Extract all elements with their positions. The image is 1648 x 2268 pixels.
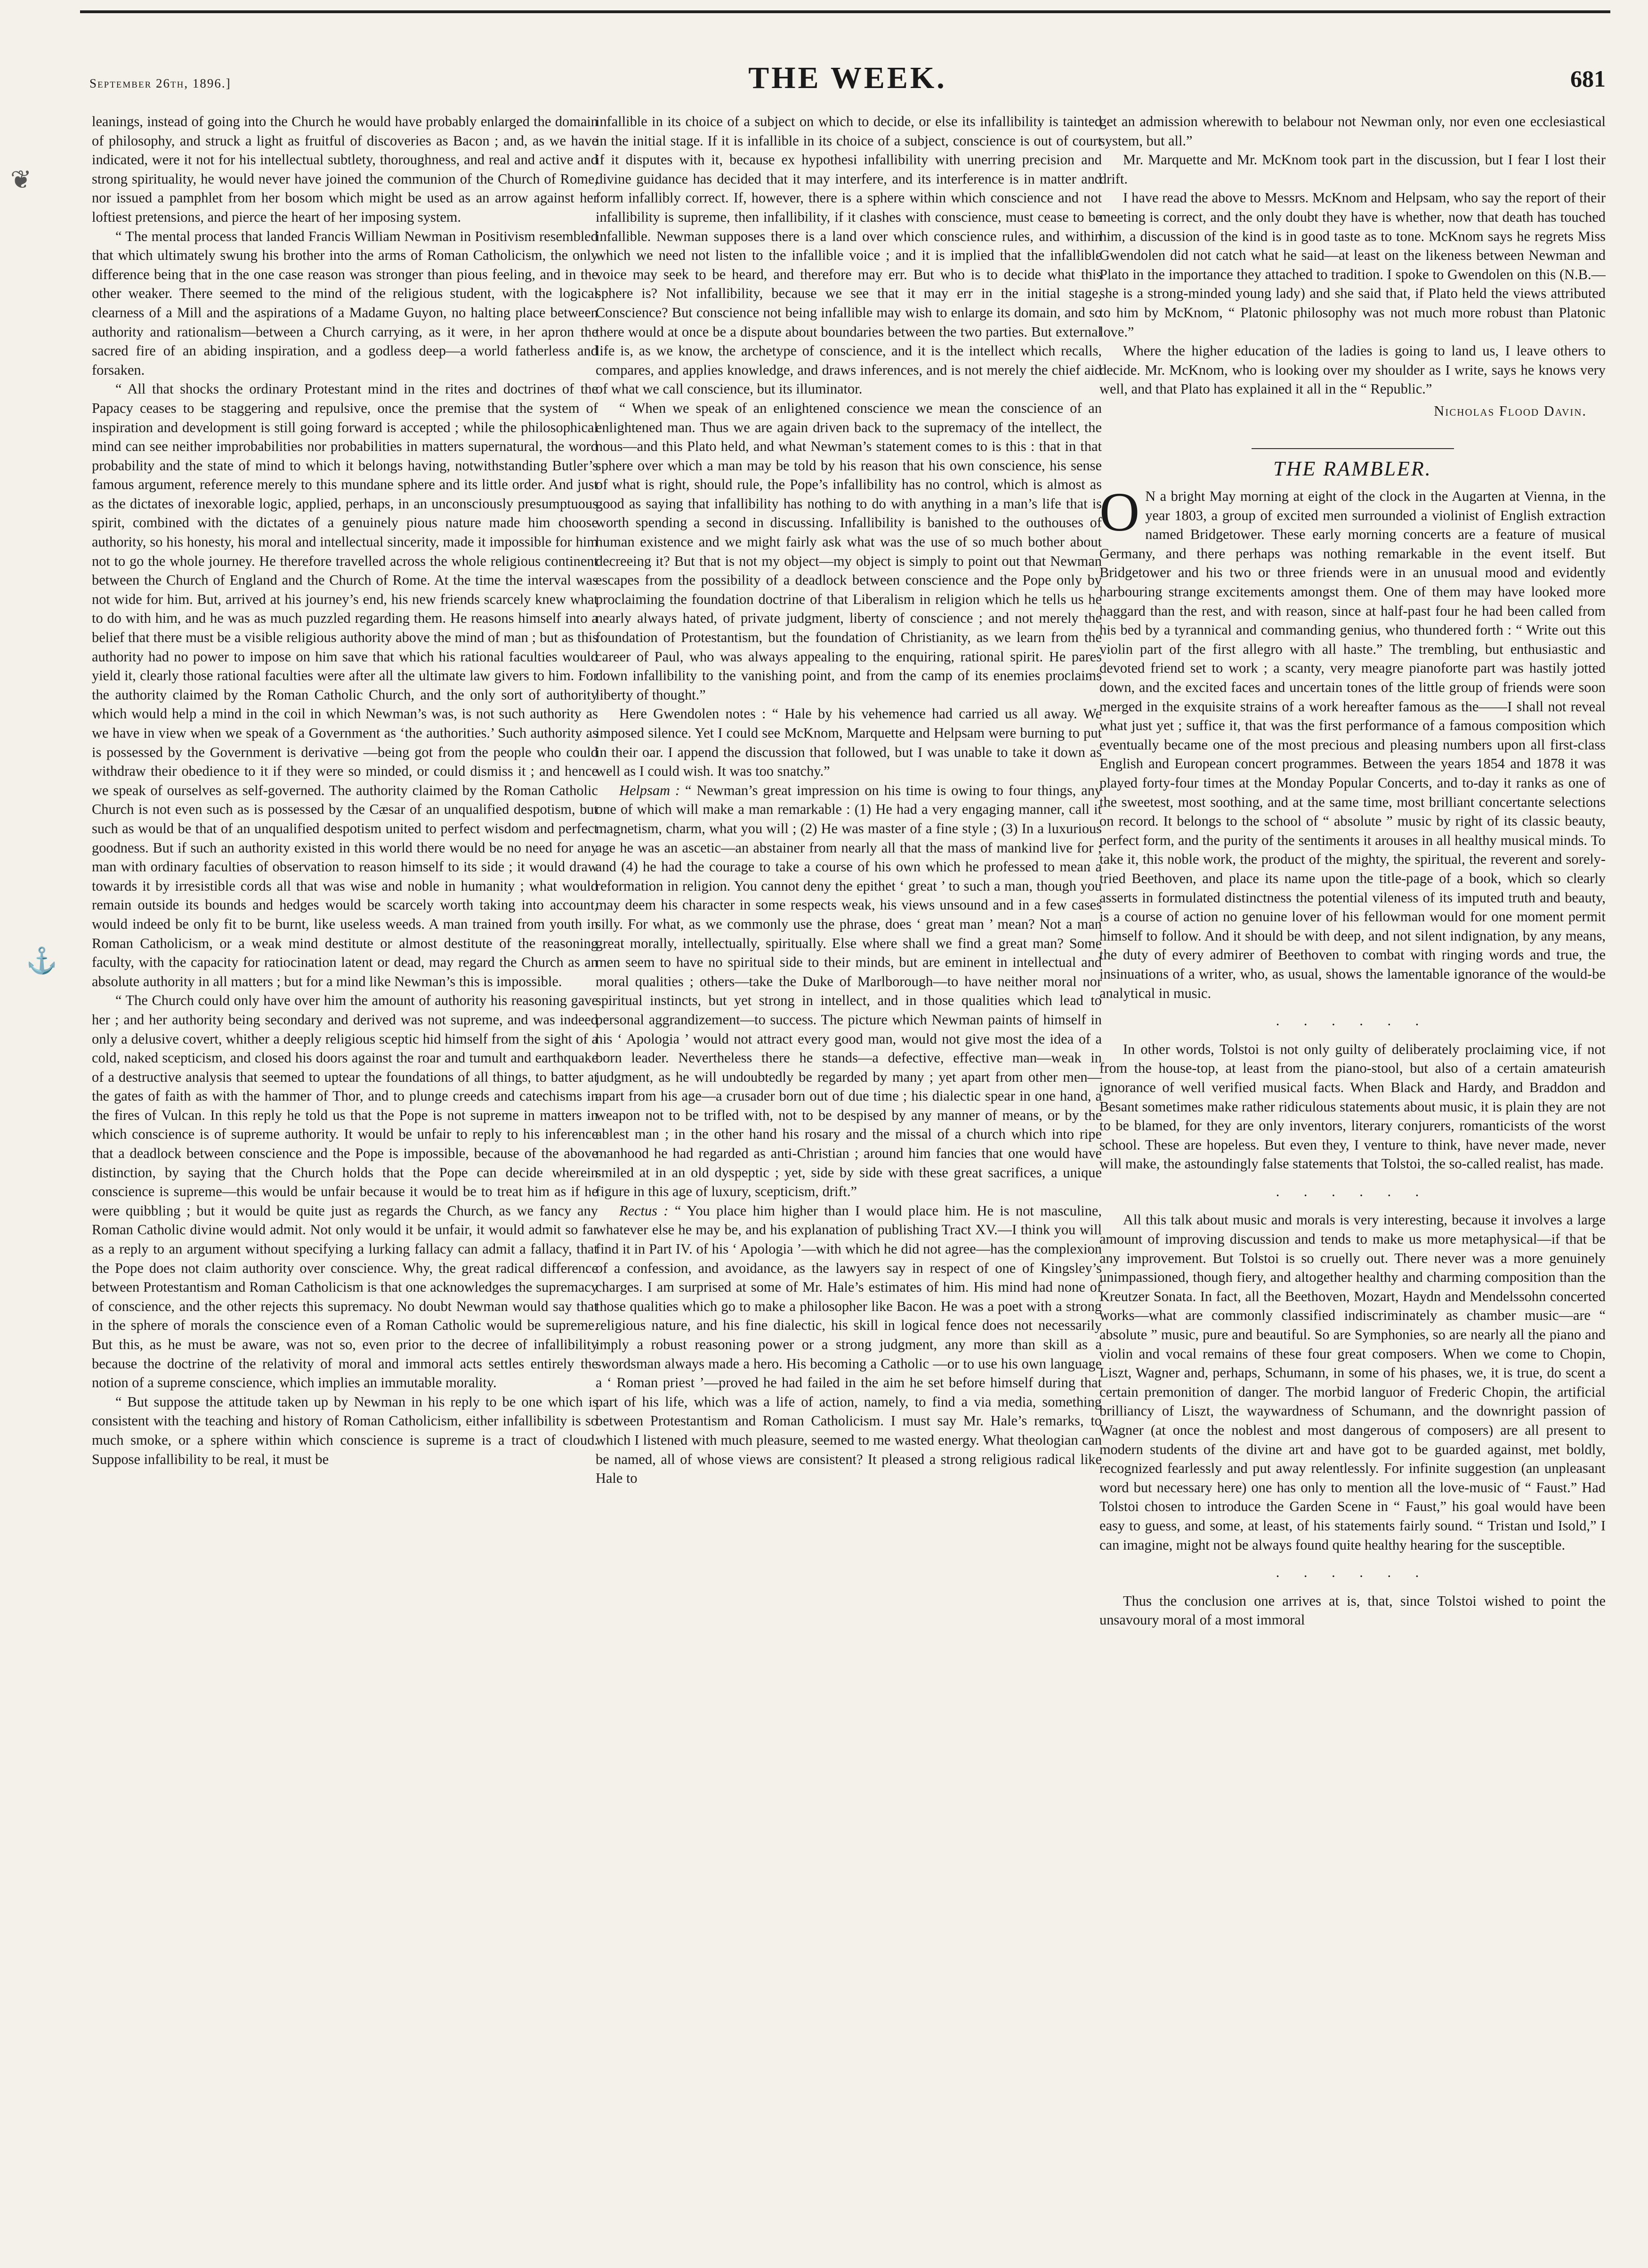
page-header	[89, 52, 1606, 104]
paragraph: All this talk about music and morals is very interesting, because it involves a large amount of improving discussion and tends to make us more metaphysical—if that be any improvement. But Tolstoi is so cruelly out. There never was a more genuinely unimpassioned, though fiery, and altogether healthy and charming composition than the Kreutzer Sonata. In fact, all the Beethoven, Mozart, Haydn and Mendelssohn concerted works—what are commonly classified indiscriminately as chamber music—are “ absolute ” music, pure and beautiful. So are Symphonies, so are nearly all the piano and violin and vocal remains of these four great composers. When we come to Chopin, Liszt, Wagner and, perhaps, Schumann, in some of his phases, we, it is true, do scent a certain premonition of danger. The morbid languor of Frederic Chopin, the artificial brilliancy of Liszt, the waywardness of Schumann, and the downright passion of Wagner (at once the noblest and most dangerous of composers) are all present to modern students of the divine art and have got to be guarded against, met boldly, recognized fearlessly and put away relentlessly. For infinite suggestion (an unpleasant word but necessary here) one has only to mention all the love-music of “ Faust.” Had Tolstoi chosen to introduce the Garden Scene in “ Faust,” his goal would have been easy to guess, and some, at least, of his statements fairly sound. “ Tristan und Isold,” I can imagine, might not be always found quite healthy hearing for the susceptible.	[1099, 1212, 1606, 1553]
paragraph: “ The Church could only have over him the amount of authority his reasoning gave her ; and her authority being secondary and derived was not supreme, and was indeed only a delusive covert, whither a deeply religious sceptic hid himself from the sight of a cold, naked scepticism, and closed his doors against the roar and tumult and earthquake of a destructive analysis that seemed to uptear the foundations of all things, to batter at the gates of faith as with the hammer of Thor, and to plunge creeds and catechisms in the fires of Vulcan. In this reply he told us that the Pope is not supreme in matters in which conscience is of supreme authority. It would be unfair to reply to his inference that a deadlock between conscience and the Pope is impossible, because of the above distinction, by saying that the Church holds that the Pope can decide wherein conscience is supreme—this would be unfair because it would be to treat him as if he were quibbling ; but it would be quite just as regards the Church, as we fancy any Roman Catholic divine would admit. Not only would it be unfair, it would admit so far as a reply to an argument without specifying a lurking fallacy can admit a fallacy, that the Pope does not claim authority over conscience. Why, the great radical difference between Protestantism and Roman Catholicism is that one acknowledges the supremacy of conscience, and the other rejects this supremacy. No doubt Newman would say that in the sphere of morals the conscience even of a Roman Catholic would be supreme. But this, as he must be aware, was not so, even prior to the decree of infallibility because the doctrine of the relativity of moral and immoral acts settles entirely the notion of a supreme conscience, which implies an immutable morality.	[92, 992, 598, 1391]
section-break: . . . . . .	[1276, 1013, 1430, 1029]
paragraph: “ All that shocks the ordinary Protestant mind in the rites and doctrines of the Papacy ceases to be staggering and repulsive, once the premise that the system of inspiration and development is still going forward is accepted ; while the philosophical mind can see neither improbabilities nor probabilities in matters supernatural, the word probability and the state of mind to which it belongs having, notwithstanding Butler’s famous argument, reference merely to this mundane sphere and its little order. And just as the dictates of inexorable logic, applied, perhaps, in an unconsciously presumptuous spirit, combined with the dictates of a genuinely pious nature made him choose authority, so his honesty, his moral and intellectual sincerity, made it impossible for him not to go the whole journey. He therefore travelled across the whole religious continent between the Church of England and the Church of Rome. At the time the interval was not wide for him. But, arrived at his journey’s end, his new friends scarcely knew what to do with him, and he was as much puzzled regarding them. He reasons himself into a belief that there must be a visible religious authority above the mind of man ; but as this authority had no power to impose on him save that which his rational faculties would yield it, clearly those rational faculties were after all the ultimate law givers to him. For the authority claimed by the Roman Catholic Church, and the only sort of authority which would help a mind in the coil in which Newman’s was, is not such authority as we have in view when we speak of a Government as ‘the authorities.’ Such authority as is possessed by the Government is derivative —being got from the people who could withdraw their obedience to it if they were so minded, or could dismiss it ; and hence we speak of ourselves as self-governed. The authority claimed by the Roman Catholic Church is not even such as is possessed by the Cæsar of an unqualified despotism, but such as would be that of an unqualified despotism united to perfect wisdom and perfect goodness. But if such an authority existed in this world there would be no need for any man with ordinary faculties of observation to reason himself to its side ; it would draw towards it by irresistible cords all that was wise and noble in humanity ; what would remain outside its bounds and hedges would be scarcely worth taking into account, would indeed be only fit to be burnt, like useless weeds. A man trained from youth in Roman Catholicism, or a weak mind destitute or almost destitute of the reasoning faculty, with the capacity for ratiocination latent or dead, may regard the Church as an absolute authority in all matters ; but for a mind like Newman’s this is impossible.	[92, 381, 598, 989]
paragraph	[1099, 481, 1606, 1003]
speaker-name: Helpsam :	[619, 782, 680, 798]
paragraph	[596, 1201, 1102, 1488]
paragraph: “ When we speak of an enlightened conscience we mean the conscience of an enlightened man. Thus we are again driven back to the supremacy of the intellect, the nous—and this Plato held, and what Newman’s statement comes to is this : that in that sphere over which a man may be told by his reason that his own conscience, his sense of what is right, should rule, the Pope’s infallibility has no control, which is almost as good as saying that infallibility has nothing to do with anything in a man’s life that is worth spending a second in discussing. Infallibility is banished to the outhouses of human existence and we might fairly ask what was the use of so much bother about decreeing it? But that is not my object—my object is simply to point out that Newman escapes from the possibility of a deadlock between conscience and the Pope only by proclaiming the foundation doctrine of that Liberalism in religion which he tells us he nearly always hated, of private judgment, liberty of conscience ; and not merely the foundation of Protestantism, but the foundation of Christianity, as we learn from the career of Paul, who was always appealing to the enquiring, rational spirit. He pares down infallibility to the vanishing point, and from the camp of its enemies proclaims liberty of thought.”	[596, 400, 1102, 703]
paragraph: “ The mental process that landed Francis William Newman in Positivism resembled that which ultimately swung his brother into the arms of Roman Catholicism, the only difference being that in the one case reason was stronger than pious feeling, and in the other weaker. There seemed to the mind of the religious student, with the logical clearness of a Mill and the aspirations of a Madame Guyon, no halting place between authority and rationalism—between a Church carrying, as it were, in her apron the sacred fire of an abiding inspiration, and a godless deep—a world fatherless and forsaken.	[92, 228, 598, 378]
column-2	[596, 112, 1102, 2240]
paragraph: Where the higher education of the ladies is going to land us, I leave others to decide. Mr. McKnom, who is looking over my shoulder as I write, says he knows very well, and that Plato has explained it all in the “ Republic.”	[1099, 343, 1606, 397]
paragraph: “ But suppose the attitude taken up by Newman in his reply to be one which is consistent with the teaching and history of Roman Catholicism, either infallibility is so much smoke, or a sphere within which conscience is supreme is a tract of cloud. Suppose infallibility to be real, it must be	[92, 1393, 598, 1467]
author-signature: Nicholas Flood Davin.	[1434, 402, 1587, 419]
drop-cap: O	[1099, 481, 1140, 543]
paragraph: leanings, instead of going into the Church he would have probably enlarged the domain of philosophy, and struck a light as fruitful of discoveries as Bacon ; and, as we have indicated, were it not for his intellectual subtlety, thoroughness, and real and active and strong spirituality, he would never have joined the communion of the Church of Rome, nor issued a pamphlet from her bosom which might be used as an arrow against her loftiest pretensions, and pierce the heart of her imposing system.	[92, 113, 598, 225]
margin-mark: ⚓	[26, 947, 58, 975]
speech-text: “ You place him higher than I would place him. He is not masculine, whatever else he may be, and his explanation of publishing Tract XV.—I think you will find it in Part IV. of his ‘ Apologia ’—with which he did not agree—has the complexion of a confession, and avoidance, as the lawyers say in respect of one of Kingsley’s charges. I am surprised at some of Mr. Hale’s estimates of him. His mind had none of those qualities which go to make a philosopher like Bacon. He was a poet with a strong religious nature, and his fine dialectic, his skill in logical fence does not necessarily imply a robust reasoning power or a strong judgment, any more than skill as a swordsman always made a hero. His becoming a Catholic —or to use his own language a ‘ Roman priest ’—proved he had failed in the aim he set before himself during that part of his life, which was a life of action, namely, to find a via media, something between Protestantism and Roman Catholicism. I must say Mr. Hale’s remarks, to which I listened with much pleasure, seemed to me wasted energy. What theologian can be named, all of whose views are consistent? It pleased a strong religious radical like Hale to	[596, 1202, 1102, 1487]
journal-title: THE WEEK.	[748, 61, 947, 95]
paragraph: I have read the above to Messrs. McKnom and Helpsam, who say the report of their meeting is correct, and the only doubt they have is whether, now that death has touched him, a discussion of the kind is in good taste as to tone. McKnom says he regrets Miss Gwendolen did not catch what he said—at least on the likeness between Newman and Plato in the importance they attached to tradition. I spoke to Gwendolen on this (N.B.—she is a strong-minded young lady) and she said that, if Plato held the views attributed to him by McKnom, “ Platonic philosophy was not much more robust than Platonic love.”	[1099, 190, 1606, 340]
section-break: . . . . . .	[1276, 1564, 1430, 1581]
paragraph-text: N a bright May morning at eight of the clock in the Augarten at Vienna, in the year 1803, a group of excited men surrounded a violinist of English extraction named Bridgetower. These early morning concerts are a feature of musical Germany, and there perhaps was nothing remarkable in the event itself. But Bridgetower and his two or three friends were in an unusual mood and evidently harbouring strange excitements amongst them. One of them may have looked more haggard than the rest, and with reason, since at half-past four he had been called from his bed by a tyrannical and commanding genius, who thundered forth : “ Write out this violin part of the first allegro with all haste.” The trembling, but enthusiastic and devoted friend set to work ; a scanty, very meagre pianoforte part was hastily jotted down, and the excited faces and uncertain tones of the little group of friends were soon merged in the exquisite strains of a work hereafter famous as the——I shall not reveal what just yet ; suffice it, that was the first performance of a famous composition which eventually became one of the most precious and pleasing numbers upon all first-class English and European concert programmes. Between the years 1854 and 1878 it was played forty-four times at the Monday Popular Concerts, and to-day it ranks as one of the sweetest, most soothing, and at the same time, most brilliant concertante selections on record. It belongs to the school of “ absolute ” music by right of its classic beauty, perfect form, and the purity of the sentiments it arouses in all healthy musical minds. To take it, this noble work, the product of the mighty, the spiritual, the reverent and sorely-tried Beethoven, and place its name upon the title-page of a book, which so clearly asserts in formulated distinctness the potential vileness of its imputed truth and beauty, is a course of action no genuine lover of his fellowman would for one moment permit himself to follow. And it should be with deep, and not silent indignation, by any means, the duty of every admirer of Beethoven to combat with ringing words and true, the insinuations of a writer, who, as usual, shows the lamentable ignorance of the would-be analytical in music.	[1099, 488, 1606, 1001]
issue-date: September 26th, 1896.]	[89, 76, 231, 90]
speech-text: “ Newman’s great impression on his time is owing to four things, any one of which will make a man remarkable : (1) He had a very engaging manner, call it magnetism, charm, what you will ; (2) He was master of a fine style ; (3) In a luxurious age he was an ascetic—an abstainer from nearly all that the mass of mankind live for ; and (4) he had the courage to take a course of his own which he professed to mean a reformation in religion. You cannot deny the epithet ‘ great ’ to such a man, though you may deem his character in some respects weak, his views unsound and in a few cases silly. For what, as we commonly use the phrase, does ‘ great man ’ mean? Not a man great morally, intellectually, spiritually. Else where shall we find a great man? Some men seem to have no spiritual side to their minds, but are eminent in intellectual and moral qualities ; others—take the Duke of Marlborough—to have neither moral nor spiritual instincts, but yet strong in intellect, and in those qualities which lead to personal aggrandizement—to success. The picture which Newman paints of himself in his ‘ Apologia ’ would not attract every good man, would not give most the idea of a born leader. Nevertheless there he stands—a defective, effective man—weak in judgment, as he will undoubtedly be regarded by many ; yet apart from other men—apart from his age—a crusader born out of due time ; his dialectic spear in one hand, a weapon not to be trifled with, not to be despised by any manner of means, or by the ablest man ; in the other hand his rosary and the missal of a church which into ripe manhood he had regarded as anti-Christian ; around him fancies that one would have smiled at in an old dyspeptic ; yet, side by side with these great sacrifices, a unique figure in this age of luxury, scepticism, drift.”	[596, 782, 1102, 1200]
column-3	[1099, 112, 1606, 2240]
paragraph: infallible in its choice of a subject on which to decide, or else its infallibility is tainted in the initial stage. If it is infallible in its choice of a subject, conscience is out of court if it disputes with it, because ex hypothesi infallibility with unerring precision and divine guidance has decided that it may interfere, and its interference is in matter and form infallibly correct. If, however, there is a sphere within which conscience and not infallibility is supreme, then infallibility, if it clashes with conscience, must cease to be infallible. Newman supposes there is a land over which conscience rules, and within which we need not listen to the infallible voice ; and it is implied that the infallible voice may seek to be heard, and therefore may err. But who is to decide what this sphere is? Not infallibility, because we see that it may err in the initial stage, Conscience? But conscience not being infallible may wish to enlarge its domain, and so there would at once be a dispute about boundaries between the two parties. But external life is, as we know, the archetype of conscience, and it is the intellect which recalls, compares, and applies knowledge, and draws inferences, and is not merely the chief aid of what we call conscience, but its illuminator.	[596, 113, 1102, 397]
speaker-name: Rectus :	[619, 1202, 669, 1219]
section-title: THE RAMBLER.	[1273, 457, 1432, 480]
paragraph	[596, 781, 1102, 1201]
paragraph: Mr. Marquette and Mr. McKnom took part in the discussion, but I fear I lost their drift.	[1099, 152, 1606, 187]
section-break: . . . . . .	[1276, 1183, 1430, 1199]
paragraph: Thus the conclusion one arrives at is, that, since Tolstoi wished to point the unsavoury moral of a most immoral	[1099, 1592, 1606, 1628]
paragraph: get an admission wherewith to belabour not Newman only, nor even one ecclesiastical system, but all.”	[1099, 113, 1606, 149]
paragraph: In other words, Tolstoi is not only guilty of deliberately proclaiming vice, if not from the house-top, at least from the piano-stool, but also of a certain amateurish ignorance of well verified musical facts. When Black and Hardy, and Braddon and Besant sometimes make rather ridiculous statements about music, it is plain they are not to be blamed, for they are only inventors, literary conjurers, romanticists of the worst school. These are hopeless. But even they, I venture to think, have never made, never will make, the astoundingly false statements that Tolstoi, the so-called realist, has made.	[1099, 1041, 1606, 1172]
header-rule	[80, 10, 1610, 13]
page-number: 681	[1570, 65, 1606, 92]
margin-mark: ❦	[10, 166, 32, 194]
column-1	[92, 112, 598, 2240]
paragraph: Here Gwendolen notes : “ Hale by his vehemence had carried us all away. We imposed silence. Yet I could see McKnom, Marquette and Helpsam were burning to put in their oar. I append the discussion that followed, but I was unable to take it down as well as I could wish. It was too snatchy.”	[596, 706, 1102, 780]
section-divider	[1252, 448, 1454, 449]
